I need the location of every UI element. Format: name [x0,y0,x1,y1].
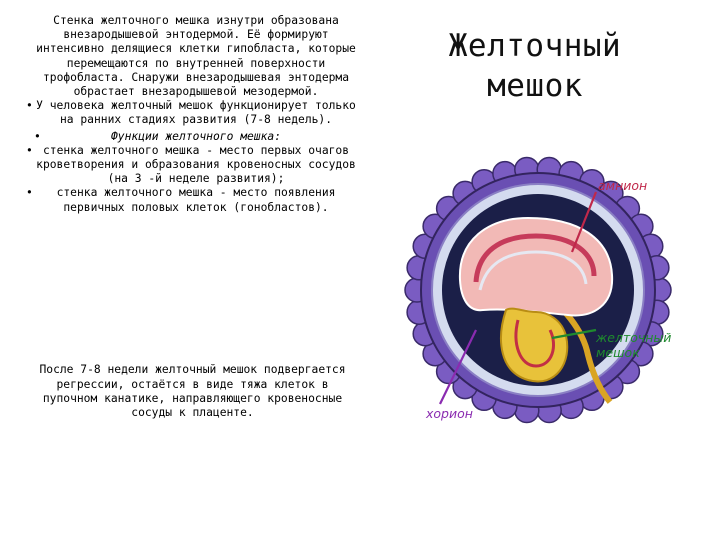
bullet-text-4: стенка желточного мешка - место появления первичных половых клеток (гонобластов). [56,186,336,214]
bullet-dot: • [26,186,33,200]
label-chorion: хорион [426,406,473,421]
intro-paragraph: Стенка желточного мешка изнутри образована внезародышевой энтодермой. Её формируют интенсивно делящиеся клетки гипобласта, которые перемещаются по внутренней поверхности трофобласта. Снаружи внезародышевая энтодерма обрастает внезародышевой мезодермой. [36,14,356,99]
label-yolk-sac-line2: мешок [596,345,640,360]
bullet-text-2: Функции желточного мешка: [110,129,282,143]
label-yolk-sac [596,330,676,360]
bullet-item-4 [26,186,366,214]
bullet-item-2 [26,130,366,144]
yolk-sac [501,309,567,382]
after-paragraph: После 7-8 недели желточный мешок подвергается регрессии, остаётся в виде тяжа клеток в пупочном канатике, направляющего кровеносные сосуды к плаценте. [39,363,346,419]
bullet-text-3: стенка желточного мешка - место первых очагов кроветворения и образования кровеносных сосудов (на 3 -й неделе развития); [36,143,356,186]
label-yolk-sac-line1: желточный [596,330,672,345]
slide-title [420,26,650,106]
bullet-dot: • [26,143,33,157]
bullet-text-1: У человека желточный мешок функционирует только на ранних стадиях развития (7-8 недель). [36,99,356,127]
body-text [26,14,366,215]
bullet-dot: • [34,129,41,143]
label-amnion: амнион [598,178,648,193]
bullet-dot: • [26,99,33,113]
slide-title-line1: Желточный [448,28,622,64]
bullet-item-3 [26,144,366,187]
amnion-sac [460,218,612,315]
slide-title-line2: мешок [487,68,583,104]
bullet-item-1 [26,99,366,127]
